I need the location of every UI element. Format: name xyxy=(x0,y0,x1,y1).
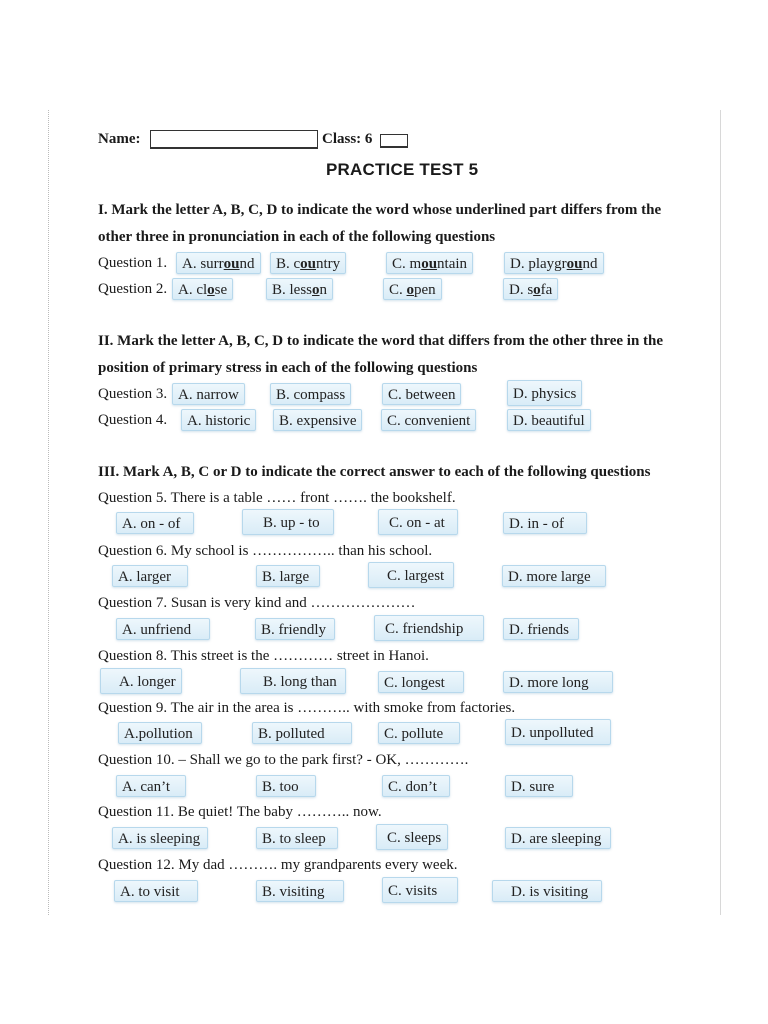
q1-option-a[interactable]: A. surround xyxy=(176,252,261,274)
q11-text: Question 11. Be quiet! The baby ……….. now. xyxy=(98,804,382,820)
section1-heading-line2: other three in pronunciation in each of the following questions xyxy=(98,229,496,245)
q8-option-c[interactable]: C. longest xyxy=(378,671,464,693)
name-field[interactable] xyxy=(150,130,318,149)
q4-option-b[interactable]: B. expensive xyxy=(273,409,362,431)
q1-label: Question 1. xyxy=(98,255,168,271)
section2-heading-line2: position of primary stress in each of the following questions xyxy=(98,360,478,376)
q10-option-d[interactable]: D. sure xyxy=(505,775,573,797)
q4-option-a[interactable]: A. historic xyxy=(181,409,256,431)
q3-option-d[interactable]: D. physics xyxy=(507,380,582,406)
q2-label: Question 2. xyxy=(98,281,168,297)
q6-option-b[interactable]: B. large xyxy=(256,565,320,587)
q1-option-d[interactable]: D. playground xyxy=(504,252,604,274)
q10-text: Question 10. – Shall we go to the park first? - OK, …………. xyxy=(98,752,469,768)
q10-option-c[interactable]: C. don’t xyxy=(382,775,450,797)
q1-option-b[interactable]: B. country xyxy=(270,252,346,274)
q12-option-d[interactable]: D. is visiting xyxy=(492,880,602,902)
q4-option-c[interactable]: C. convenient xyxy=(381,409,476,431)
page-title: PRACTICE TEST 5 xyxy=(326,160,479,179)
q8-option-b[interactable]: B. long than xyxy=(240,668,346,694)
class-field[interactable] xyxy=(380,134,408,148)
q5-option-b[interactable]: B. up - to xyxy=(242,509,334,535)
q2-option-c[interactable]: C. open xyxy=(383,278,442,300)
q5-option-a[interactable]: A. on - of xyxy=(116,512,194,534)
q1-option-c[interactable]: C. mountain xyxy=(386,252,473,274)
section2-heading-line1: II. Mark the letter A, B, C, D to indicate the word that differs from the other three in the xyxy=(98,333,664,349)
q12-option-a[interactable]: A. to visit xyxy=(114,880,198,902)
q7-option-d[interactable]: D. friends xyxy=(503,618,579,640)
q2-option-b[interactable]: B. lesson xyxy=(266,278,333,300)
q11-option-b[interactable]: B. to sleep xyxy=(256,827,338,849)
q4-option-d[interactable]: D. beautiful xyxy=(507,409,591,431)
q10-option-a[interactable]: A. can’t xyxy=(116,775,186,797)
q7-option-b[interactable]: B. friendly xyxy=(255,618,335,640)
section3-heading: III. Mark A, B, C or D to indicate the correct answer to each of the following questions xyxy=(98,464,651,480)
q9-text: Question 9. The air in the area is ……….. with smoke from factories. xyxy=(98,700,516,716)
q8-option-d[interactable]: D. more long xyxy=(503,671,613,693)
q3-option-a[interactable]: A. narrow xyxy=(172,383,245,405)
q2-option-a[interactable]: A. close xyxy=(172,278,233,300)
q11-option-d[interactable]: D. are sleeping xyxy=(505,827,611,849)
q8-text: Question 8. This street is the ………… street in Hanoi. xyxy=(98,648,429,664)
q3-option-b[interactable]: B. compass xyxy=(270,383,351,405)
name-label: Name: xyxy=(98,131,141,147)
q3-label: Question 3. xyxy=(98,386,168,402)
q6-option-d[interactable]: D. more large xyxy=(502,565,606,587)
q12-text: Question 12. My dad ………. my grandparents every week. xyxy=(98,857,458,873)
page-right-border xyxy=(720,110,721,915)
q9-option-c[interactable]: C. pollute xyxy=(378,722,460,744)
q4-label: Question 4. xyxy=(98,412,168,428)
q6-option-c[interactable]: C. largest xyxy=(368,562,454,588)
q3-option-c[interactable]: C. between xyxy=(382,383,461,405)
q12-option-c[interactable]: C. visits xyxy=(382,877,458,903)
q10-option-b[interactable]: B. too xyxy=(256,775,316,797)
q7-option-c[interactable]: C. friendship xyxy=(374,615,484,641)
class-label: Class: 6 xyxy=(322,131,373,147)
q5-option-d[interactable]: D. in - of xyxy=(503,512,587,534)
q9-option-a[interactable]: A.pollution xyxy=(118,722,202,744)
q7-option-a[interactable]: A. unfriend xyxy=(116,618,210,640)
q6-option-a[interactable]: A. larger xyxy=(112,565,188,587)
q9-option-b[interactable]: B. polluted xyxy=(252,722,352,744)
q11-option-c[interactable]: C. sleeps xyxy=(376,824,448,850)
q11-option-a[interactable]: A. is sleeping xyxy=(112,827,208,849)
section1-heading-line1: I. Mark the letter A, B, C, D to indicate the word whose underlined part differs from the xyxy=(98,202,662,218)
q5-option-c[interactable]: C. on - at xyxy=(378,509,458,535)
q8-option-a[interactable]: A. longer xyxy=(100,668,182,694)
q5-text: Question 5. There is a table …… front ……. the bookshelf. xyxy=(98,490,456,506)
page-left-border xyxy=(48,110,49,915)
q12-option-b[interactable]: B. visiting xyxy=(256,880,344,902)
q2-option-d[interactable]: D. sofa xyxy=(503,278,558,300)
q6-text: Question 6. My school is …………….. than his school. xyxy=(98,543,433,559)
q7-text: Question 7. Susan is very kind and ………………… xyxy=(98,595,416,611)
q9-option-d[interactable]: D. unpolluted xyxy=(505,719,611,745)
